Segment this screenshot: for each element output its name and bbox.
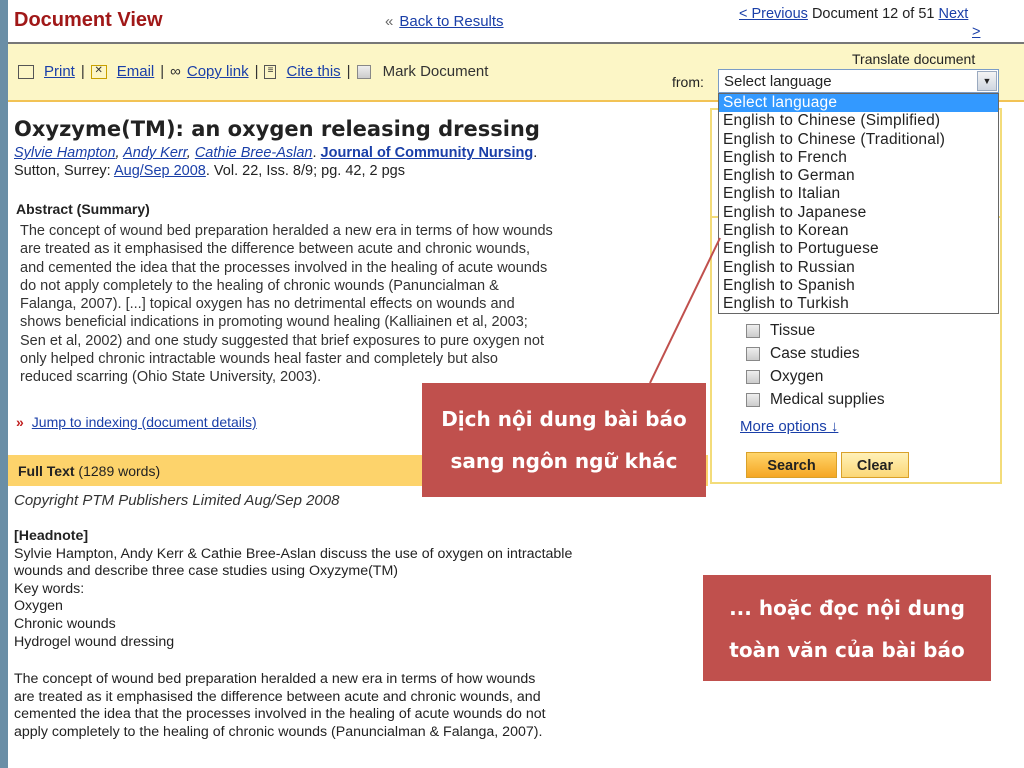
word-count: (1289 words) (78, 463, 161, 479)
annotation-line: toàn văn của bài báo (729, 638, 965, 662)
language-option[interactable]: English to Portuguese (723, 240, 879, 258)
annotation-line: ... hoặc đọc nội dung (729, 596, 965, 620)
abstract-line: reduced scarring (Ohio State University, 2003). (20, 369, 322, 386)
email-icon: ✕ (91, 65, 107, 79)
headnote-line: wounds and describe three case studies using Oxyzyme(TM) (14, 563, 399, 580)
citation-details: . Vol. 22, Iss. 8/9; pg. 42, 2 pgs (205, 163, 405, 179)
abstract-line: Falanga, 2007). [...] topical oxygen has no detrimental effects on wounds and (20, 296, 515, 313)
language-option[interactable]: English to French (723, 148, 848, 166)
translate-label: Translate document (852, 51, 976, 67)
search-button[interactable]: Search (746, 452, 837, 478)
body-line: apply completely to the healing of chronic wounds (Panuncialman & Falanga, 2007). (14, 723, 543, 740)
annotation-line: sang ngôn ngữ khác (450, 449, 678, 473)
from-label: from: (672, 74, 704, 90)
email-link[interactable]: Email (116, 63, 155, 80)
more-options-link[interactable]: More options ↓ (740, 418, 839, 435)
back-link[interactable]: Back to Results (399, 13, 504, 30)
jump-link[interactable]: Jump to indexing (document details) (31, 414, 257, 430)
headnote-line: Hydrogel wound dressing (14, 633, 175, 650)
author-link[interactable]: Cathie Bree-Aslan (194, 145, 313, 161)
language-option[interactable]: English to Italian (723, 185, 841, 203)
cite-link[interactable]: Cite this (286, 63, 341, 80)
link-icon: ∞ (170, 63, 181, 80)
language-option[interactable]: English to Chinese (Simplified) (723, 112, 941, 130)
issue-date-link[interactable]: Aug/Sep 2008 (113, 163, 206, 179)
journal-link[interactable]: Journal of Community Nursing (320, 145, 534, 161)
abstract-line: are treated as it emphasised the difference between acute and chronic wounds, (20, 241, 530, 258)
annotation-line: Dịch nội dung bài báo (441, 407, 687, 431)
print-link[interactable]: Print (44, 63, 75, 80)
author-link[interactable]: Andy Kerr (123, 145, 187, 161)
back-arrow-icon: « (385, 13, 394, 30)
abstract-line: and cemented the idea that the processes involved in the healing of acute wounds (20, 259, 548, 276)
doc-count: Document 12 of 51 (811, 6, 935, 22)
article-title: Oxyzyme(TM): an oxygen releasing dressing (14, 117, 540, 141)
abstract-line: do not apply completely to the healing of chronic wounds (Panuncialman & (20, 277, 499, 294)
annotation-fulltext (703, 575, 991, 681)
abstract-line: The concept of wound bed preparation heralded a new era in terms of how wounds (20, 223, 553, 239)
language-option[interactable]: English to Chinese (Traditional) (723, 130, 946, 148)
body-line: are treated as it emphasised the difference between acute and chronic wounds, and (14, 688, 541, 705)
next-arrow-link[interactable]: > (972, 24, 981, 40)
language-option[interactable]: English to Spanish (723, 276, 855, 294)
chevron-down-icon[interactable]: ▼ (977, 71, 997, 91)
place: Sutton, Surrey: (14, 163, 111, 179)
headnote-line: Sylvie Hampton, Andy Kerr & Cathie Bree-Aslan discuss the use of oxygen on intractable (14, 545, 573, 562)
checkbox-label: Tissue (770, 322, 816, 339)
abstract-line: shows beneficial indications in promoting wound healing (Kalliainen et al, 2003; (20, 314, 528, 331)
language-option[interactable]: English to German (723, 167, 855, 185)
body-line: cemented the idea that the processes involved in the healing of acute wounds do not (14, 706, 546, 723)
author-link[interactable]: Sylvie Hampton (14, 145, 116, 161)
language-option[interactable]: English to Japanese (723, 203, 867, 221)
abstract-line: only helped chronic intractable wounds heal faster and completely but also (20, 351, 498, 368)
annotation-translate (422, 383, 706, 497)
next-link[interactable]: Next (938, 6, 969, 22)
language-option[interactable]: English to Russian (723, 258, 855, 276)
headnote-line: Key words: (14, 580, 85, 597)
toolbar-actions: Print | ✕ Email | ∞ Copy link | ≡ Cite this | Mark Document (18, 63, 488, 80)
selected-language: Select language (724, 73, 832, 90)
article-citation: Sylvie Hampton, Andy Kerr, Cathie Bree-Aslan. Journal of Community Nursing. Sutton, Surrey: Aug/Sep 2008. Vol. 22, Iss. 8/9; pg. 42, 2 pgs (14, 145, 538, 179)
language-option[interactable]: English to Korean (723, 222, 849, 240)
abstract-line: Sen et al, 2002) and one study suggested that brief exposures to pure oxygen not (20, 332, 544, 349)
clear-button[interactable]: Clear (841, 452, 909, 478)
language-option[interactable]: English to Turkish (723, 295, 849, 313)
copy-link[interactable]: Copy link (186, 63, 249, 80)
full-text-label: Full Text (18, 463, 75, 479)
checkbox-label: Medical supplies (770, 391, 885, 408)
headnote-line: Oxygen (14, 598, 63, 615)
checkbox-label: Case studies (770, 345, 860, 362)
headnote-line: [Headnote] (14, 528, 89, 544)
headnote-line: Chronic wounds (14, 615, 116, 632)
copyright: Copyright PTM Publishers Limited Aug/Sep 2008 (14, 492, 340, 509)
language-option[interactable]: Select language (719, 94, 998, 112)
previous-link[interactable]: < Previous (739, 6, 808, 22)
page-title: Document View (14, 9, 163, 31)
cite-icon: ≡ (264, 65, 276, 79)
double-chevron-icon: » (16, 414, 24, 430)
checkbox-label: Oxygen (770, 368, 824, 385)
body-line: The concept of wound bed preparation heralded a new era in terms of how wounds (14, 671, 536, 687)
abstract-heading: Abstract (Summary) (16, 201, 150, 217)
mark-document-label: Mark Document (382, 63, 489, 80)
